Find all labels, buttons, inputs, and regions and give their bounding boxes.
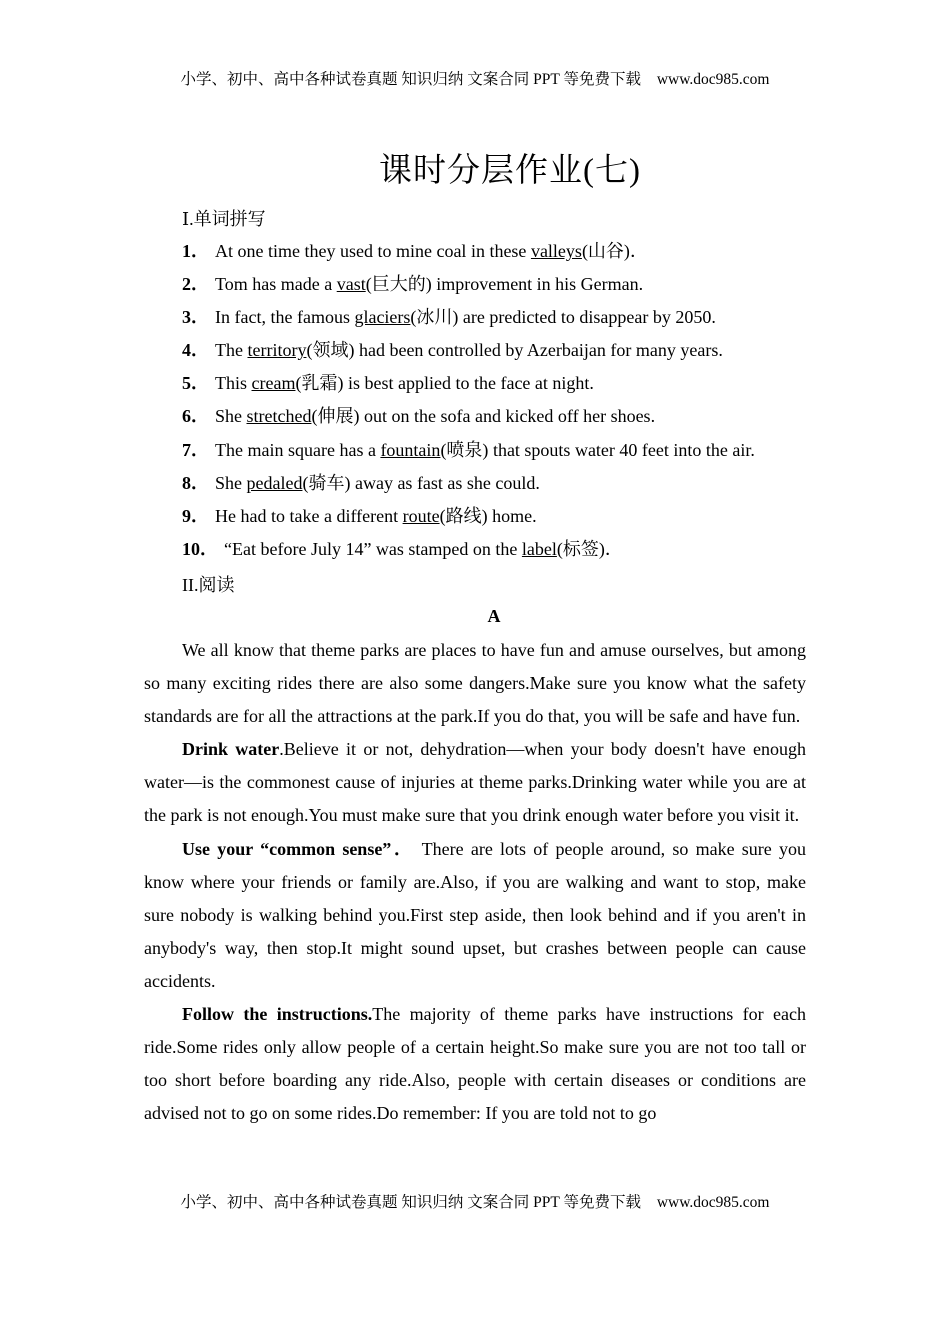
vocab-hint: (路线) [439, 505, 488, 526]
vocab-text-before: Tom has made a [215, 274, 337, 295]
paragraph-text: .Believe it or not, dehydration—when your body doesn't have enough water—is the commonest cause of injuries at theme parks.Drinking water while you are at the park is not enough.You must make sure that you drink enough water before you visit it. [144, 739, 807, 826]
passage-paragraph [144, 733, 806, 832]
vocab-item [182, 367, 822, 400]
vocab-answer: cream [251, 373, 296, 394]
page-footer [0, 1190, 950, 1212]
paragraph-text: We all know that theme parks are places to have fun and amuse ourselves, but among so many exciting rides there are also some dangers.Make sure you know what the safety standards are for all the attractions at the park.If you do that, you will be safe and have fun. [144, 640, 806, 727]
vocab-hint: (骑车) [302, 472, 351, 493]
vocab-answer: label [521, 538, 557, 559]
vocab-text-after: are predicted to disappear by 2050. [458, 307, 716, 328]
footer-site: www.doc985.com [656, 1194, 770, 1211]
vocab-hint: (冰川) [410, 307, 459, 328]
section1-heading: Ⅰ.单词拼写 [182, 209, 266, 229]
vocab-hint: (巨大的) [365, 274, 432, 295]
page-header [0, 67, 950, 89]
paragraph-lead: Use your “common sense”． [182, 838, 415, 859]
vocab-answer: vast [336, 274, 366, 295]
vocab-answer: valleys [530, 241, 582, 261]
paragraph-text: The majority of theme parks have instructions for each ride.Some rides only allow people of a certain height.So make sure you are not too tall or too short before boarding any ride.Also, people with certain diseases or conditions are advised not to go on some rides.Do remember: If you are told not to go [144, 1004, 806, 1124]
paragraph-lead: Drink water [182, 739, 280, 760]
vocab-number: 2． [182, 274, 209, 295]
header-text: 小学、初中、高中各种试卷真题 知识归纳 文案合同 PPT 等免费下载 [180, 71, 641, 88]
vocab-number: 6． [182, 406, 209, 427]
vocab-text-before: She [215, 472, 247, 493]
passage-paragraph [144, 634, 806, 733]
vocab-hint: (喷泉) [440, 439, 489, 460]
vocab-number: 7． [182, 439, 209, 460]
vocab-text-before: “Eat before July 14” was stamped on the [224, 538, 522, 559]
vocab-answer: glaciers [354, 307, 411, 328]
vocab-text-after: that spouts water 40 feet into the air. [488, 439, 755, 460]
vocab-text-after: ． [604, 538, 623, 559]
section2-heading: II.阅读 [182, 575, 235, 595]
passage-paragraph [144, 833, 806, 998]
passage-body [144, 634, 806, 1130]
vocab-hint: (伸展) [311, 406, 360, 427]
passage-paragraph [144, 998, 806, 1130]
passage-letter: A [487, 606, 501, 626]
vocab-text-after: had been controlled by Azerbaijan for many years. [354, 340, 723, 361]
vocab-item [182, 467, 822, 500]
vocab-number: 4． [182, 340, 209, 361]
vocab-item [182, 268, 822, 301]
vocab-text-after: away as fast as she could. [350, 472, 540, 493]
paragraph-lead: Follow the instructions. [182, 1004, 373, 1025]
vocab-hint: (标签) [556, 538, 605, 559]
vocab-answer: stretched [246, 406, 312, 427]
vocab-number: 1． [182, 241, 209, 261]
vocab-hint: (山谷) [581, 241, 630, 261]
vocab-number: 8． [182, 472, 209, 493]
vocab-answer: route [402, 505, 440, 526]
vocab-answer: pedaled [246, 472, 303, 493]
vocab-text-after: home. [487, 505, 537, 526]
paragraph-text: There are lots of people around, so make sure you know where your friends or family are.Also, if you are walking and want to stop, make sure nobody is walking behind you.First step aside, then look behind and if you aren't in anybody's way, then stop.It might sound upset, but crashes between people can cause accidents. [144, 838, 806, 991]
vocab-text-after: ． [629, 241, 648, 261]
vocab-number: 5． [182, 373, 209, 394]
vocab-item [182, 434, 822, 467]
vocab-answer: territory [247, 340, 307, 361]
vocab-answer: fountain [380, 439, 441, 460]
vocab-hint: (乳霜) [295, 373, 344, 394]
vocab-text-before: In fact, the famous [215, 307, 355, 328]
vocab-text-after: out on the sofa and kicked off her shoes. [359, 406, 656, 427]
vocab-text-after: is best applied to the face at night. [343, 373, 594, 394]
vocab-list [182, 235, 822, 566]
vocab-number: 10． [182, 538, 218, 559]
vocab-item [182, 533, 822, 566]
vocab-item [182, 500, 822, 533]
vocab-text-before: The main square has a [215, 439, 381, 460]
vocab-item [182, 235, 822, 268]
vocab-text-after: improvement in his German. [431, 274, 644, 295]
vocab-hint: (领域) [306, 340, 355, 361]
vocab-number: 9． [182, 505, 209, 526]
vocab-text-before: At one time they used to mine coal in these [215, 241, 531, 261]
header-site: www.doc985.com [656, 71, 770, 88]
vocab-text-before: This [215, 373, 252, 394]
vocab-text-before: She [215, 406, 247, 427]
vocab-item [182, 400, 822, 433]
footer-text: 小学、初中、高中各种试卷真题 知识归纳 文案合同 PPT 等免费下载 [180, 1194, 641, 1211]
vocab-number: 3． [182, 307, 209, 328]
vocab-item [182, 334, 822, 367]
page-title: 课时分层作业(七) [379, 153, 641, 189]
vocab-item [182, 301, 822, 334]
vocab-text-before: He had to take a different [215, 505, 403, 526]
vocab-text-before: The [215, 340, 248, 361]
